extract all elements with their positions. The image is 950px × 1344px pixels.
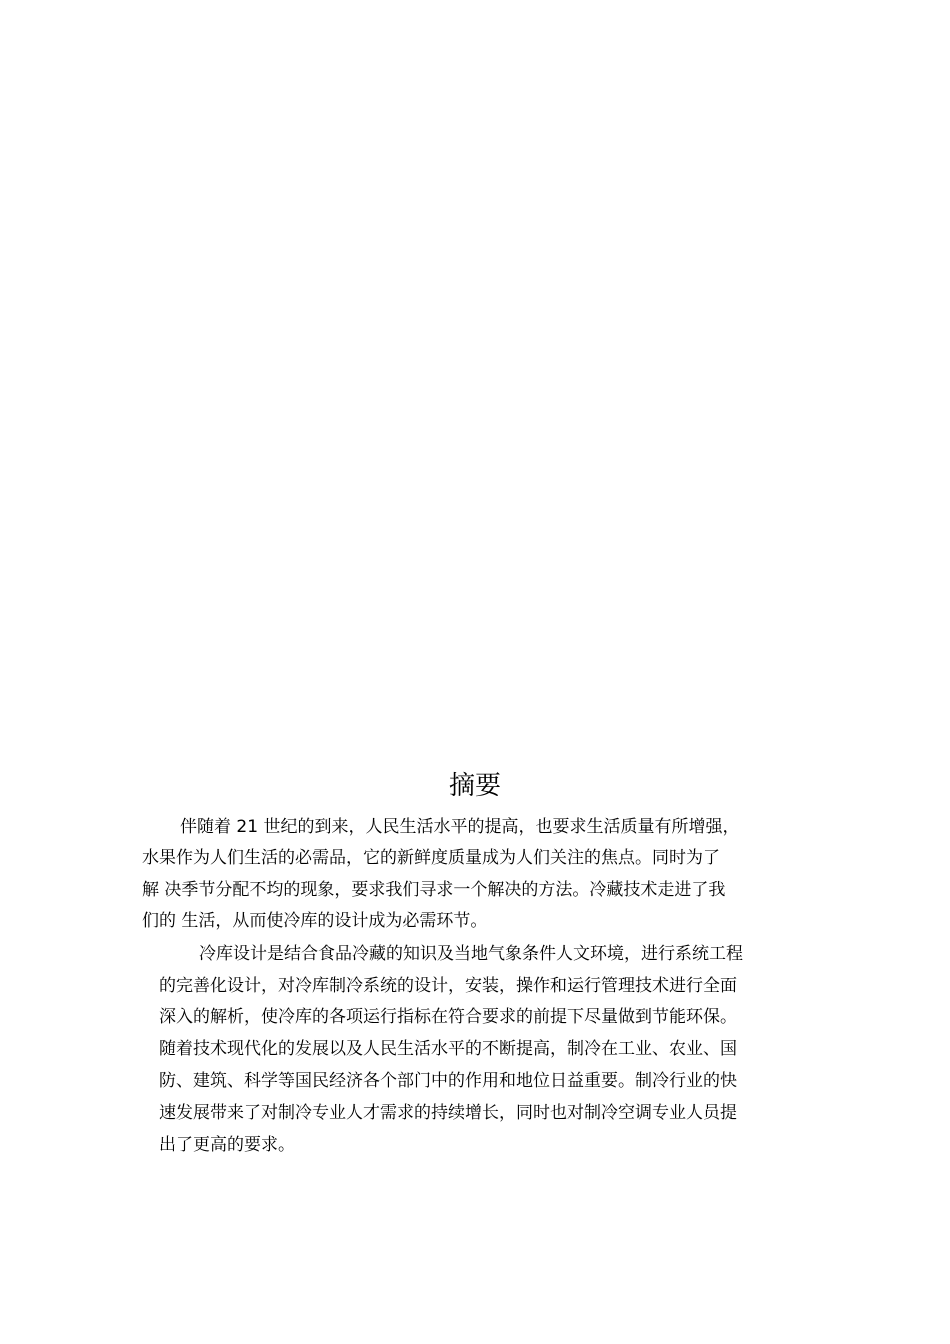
paragraph-2-line: 防、建筑、科学等国民经济各个部门中的作用和地位日益重要。制冷行业的快 — [159, 1071, 737, 1091]
paragraph-2-line: 深入的解析，使冷库的各项运行指标在符合要求的前提下尽量做到节能环保。 — [159, 1007, 737, 1027]
paragraph-2-line: 冷库设计是结合食品冷藏的知识及当地气象条件人文环境，进行系统工程 — [199, 944, 743, 964]
paragraph-2-line: 的完善化设计，对冷库制冷系统的设计，安装，操作和运行管理技术进行全面 — [159, 976, 737, 996]
paragraph-1-line: 解 决季节分配不均的现象，要求我们寻求一个解决的方法。冷藏技术走进了我 — [142, 880, 726, 900]
paragraph-2-line: 随着技术现代化的发展以及人民生活水平的不断提高，制冷在工业、农业、国 — [159, 1039, 737, 1059]
paragraph-1-line: 伴随着 21 世纪的到来，人民生活水平的提高，也要求生活质量有所增强， — [180, 817, 740, 837]
paragraph-2-line: 速发展带来了对制冷专业人才需求的持续增长，同时也对制冷空调专业人员提 — [159, 1103, 737, 1123]
abstract-title: 摘要 — [448, 771, 501, 801]
paragraph-1-line: 们的 生活，从而使冷库的设计成为必需环节。 — [142, 911, 488, 931]
paragraph-2-line: 出了更高的要求。 — [159, 1135, 295, 1155]
paragraph-1-line: 水果作为人们生活的必需品，它的新鲜度质量成为人们关注的焦点。同时为了 — [142, 848, 720, 868]
